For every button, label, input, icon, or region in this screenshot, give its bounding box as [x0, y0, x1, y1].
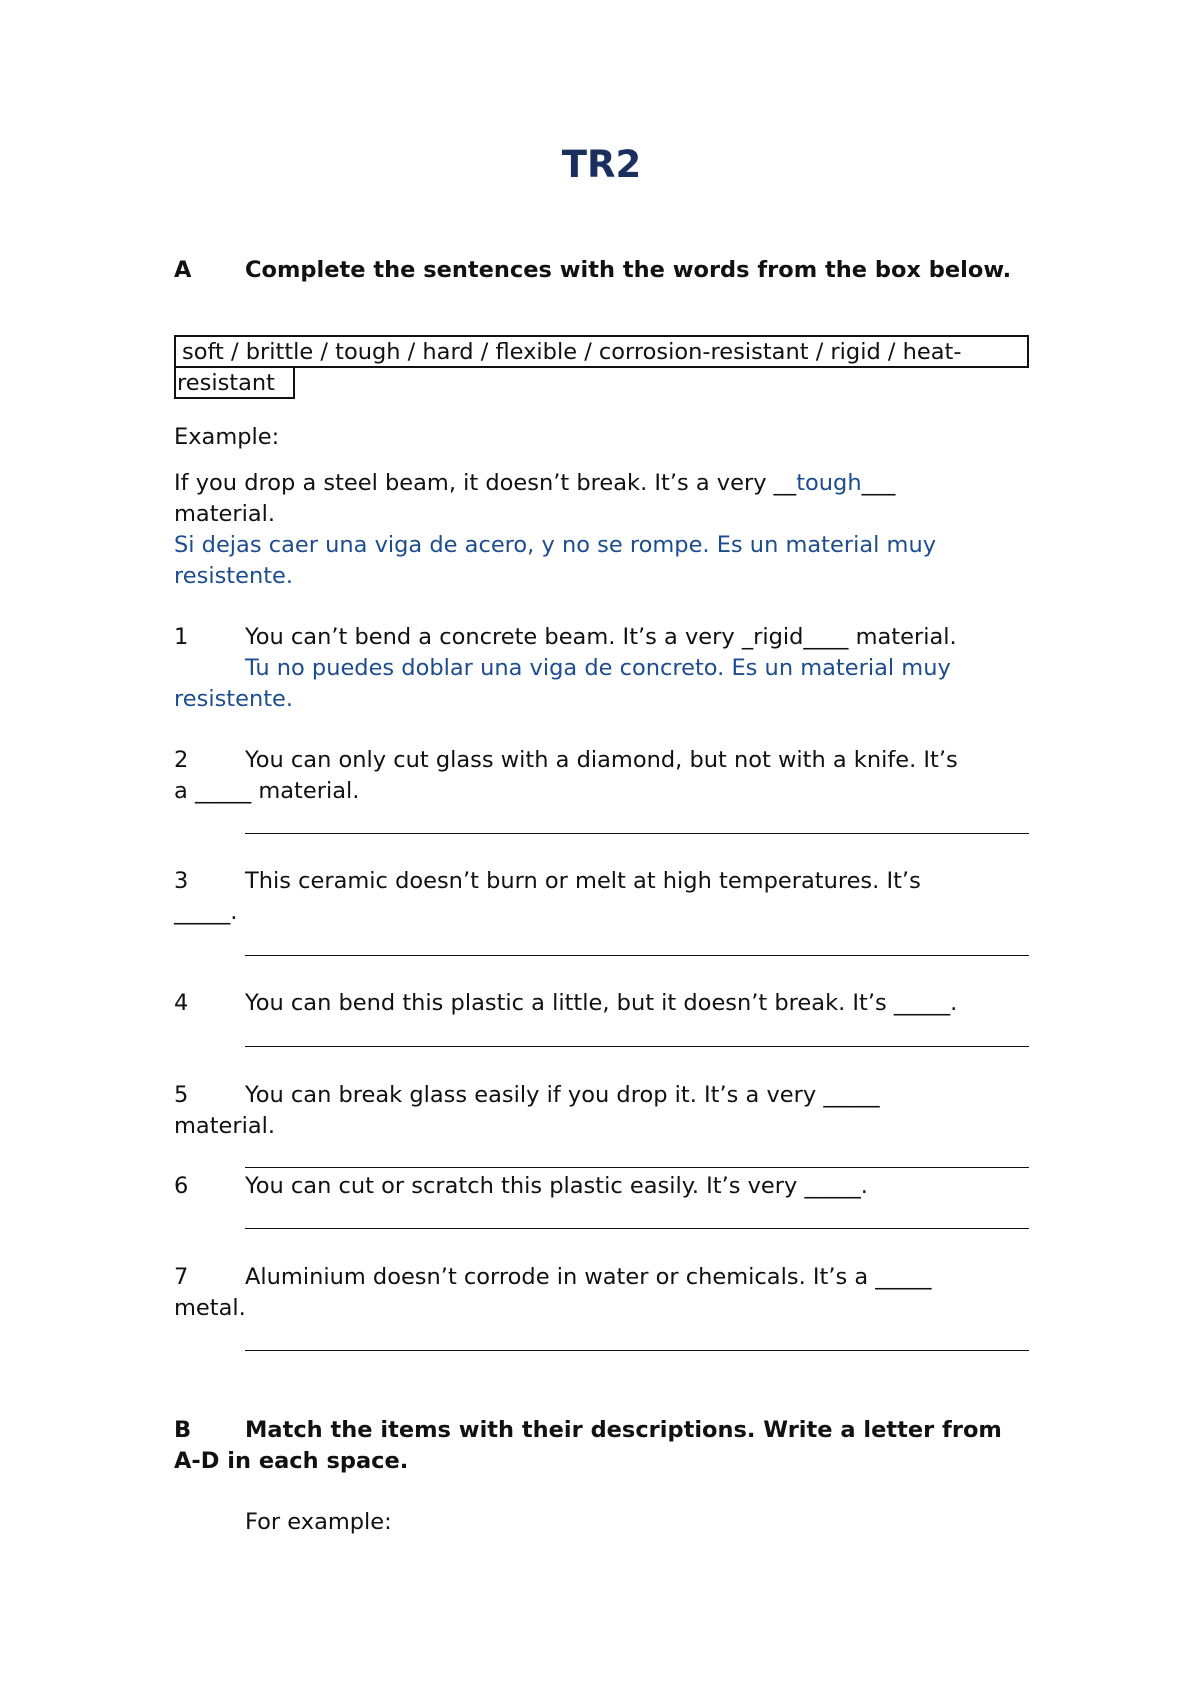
section-b-heading [174, 1415, 1029, 1477]
example-sentence-line-2: material. [174, 501, 276, 527]
example-sentence-end: ___ [861, 470, 896, 496]
question-1-translation-line-1: Tu no puedes doblar una viga de concreto. Es un material muy [245, 655, 951, 681]
answer-line-7[interactable] [245, 1350, 1029, 1351]
question-text: You can only cut glass with a diamond, but not with a knife. It’s [245, 747, 958, 773]
answer-line-5[interactable] [245, 1167, 1029, 1168]
question-2 [174, 745, 1029, 807]
question-number: 7 [174, 1264, 189, 1290]
question-1 [174, 622, 1029, 715]
question-number: 1 [174, 624, 189, 650]
answer-line-3[interactable] [245, 955, 1029, 956]
word-box-line-2: resistant [174, 368, 295, 399]
question-text-line-2: metal. [174, 1295, 246, 1321]
question-text: Aluminium doesn’t corrode in water or chemicals. It’s a _____ [245, 1264, 932, 1290]
question-5 [174, 1080, 1029, 1142]
question-text: You can break glass easily if you drop it. It’s a very _____ [245, 1082, 880, 1108]
question-text-line-2: _____. [174, 899, 238, 925]
example-translation [174, 530, 1029, 592]
section-a-letter: A [174, 257, 192, 283]
answer-line-4[interactable] [245, 1046, 1029, 1047]
question-number: 4 [174, 990, 189, 1016]
example-sentence [174, 468, 1029, 530]
example-sentence-start: If you drop a steel beam, it doesn’t break. It’s a very __ [174, 470, 797, 496]
question-text: You can’t bend a concrete beam. It’s a very _rigid____ material. [245, 624, 957, 650]
example-answer: tough [796, 470, 862, 496]
question-text: You can cut or scratch this plastic easily. It’s very _____. [245, 1173, 868, 1199]
word-box [174, 335, 1029, 399]
section-a-heading [174, 255, 1029, 286]
question-number: 5 [174, 1082, 189, 1108]
question-text: You can bend this plastic a little, but it doesn’t break. It’s _____. [245, 990, 958, 1016]
question-4 [174, 988, 1029, 1019]
question-number: 2 [174, 747, 189, 773]
question-7 [174, 1262, 1029, 1324]
question-6 [174, 1171, 1029, 1202]
answer-line-6[interactable] [245, 1228, 1029, 1229]
question-number: 6 [174, 1173, 189, 1199]
for-example-text: For example: [245, 1509, 392, 1535]
word-box-line-1: soft / brittle / tough / hard / flexible / corrosion-resistant / rigid / heat- [174, 335, 1029, 368]
page-title: TR2 [561, 143, 642, 186]
example-label: Example: [174, 424, 280, 450]
section-b-example-label [174, 1507, 1029, 1538]
section-a-instruction: Complete the sentences with the words from the box below. [245, 257, 1012, 283]
question-text: This ceramic doesn’t burn or melt at high temperatures. It’s [245, 868, 921, 894]
question-text-line-2: a _____ material. [174, 778, 360, 804]
section-b-instruction: Match the items with their descriptions. Write a letter from A-D in each space. [174, 1417, 1002, 1474]
question-number: 3 [174, 868, 189, 894]
answer-line-2[interactable] [245, 833, 1029, 834]
question-text-line-2: material. [174, 1113, 276, 1139]
question-3 [174, 866, 1029, 928]
example-translation-line-1: Si dejas caer una viga de acero, y no se rompe. Es un material muy [174, 532, 937, 558]
example-translation-line-2: resistente. [174, 563, 294, 589]
section-b-letter: B [174, 1417, 192, 1443]
question-1-translation-line-2: resistente. [174, 686, 294, 712]
